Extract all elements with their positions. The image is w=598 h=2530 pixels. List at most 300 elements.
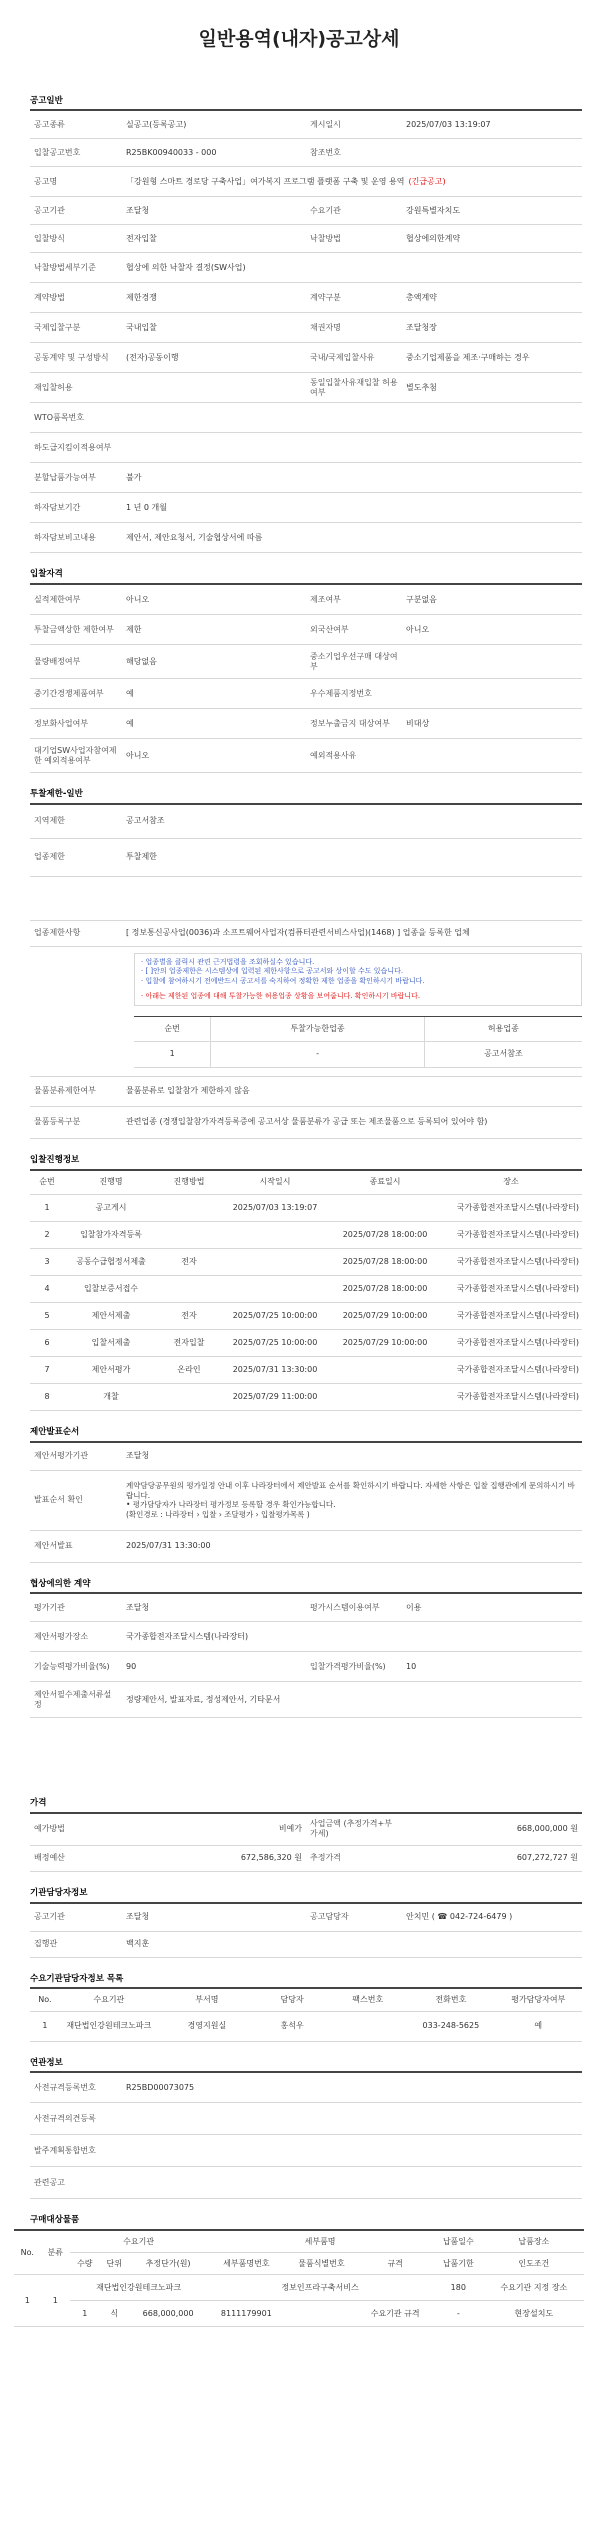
field-label: 제안서필수제출서류설정 <box>34 1689 112 1709</box>
table-cell: 6 <box>30 1330 64 1357</box>
table-header-row <box>30 1171 582 1195</box>
field-value: 조달청 <box>126 1912 150 1921</box>
table-row <box>14 2275 584 2301</box>
section-heading-price: 가격 <box>30 1798 47 1809</box>
field-value: 별도추첨 <box>406 382 437 392</box>
table-cell: 1 <box>14 2275 41 2327</box>
column-header: 수요기관 <box>70 2231 207 2253</box>
table-cell: 3 <box>30 1249 64 1276</box>
field-value: 중소기업제품을 제조·구매하는 경우 <box>406 352 530 362</box>
field-label: 평가시스템이용여부 <box>310 1602 380 1612</box>
field-value: 투찰제한 <box>126 852 157 862</box>
table-cell: 제안서제출 <box>64 1303 158 1330</box>
info-row <box>30 403 582 433</box>
section-heading-presentation: 제안발표순서 <box>30 1427 80 1437</box>
column-header: 납품장소 <box>484 2231 584 2253</box>
info-row <box>30 225 582 253</box>
field-value: 불가 <box>126 472 142 482</box>
info-row <box>30 139 582 167</box>
allowed-industry-table <box>134 1016 582 1068</box>
field-label: 공고명 <box>34 176 58 186</box>
field-label: 추정가격 <box>310 1853 341 1863</box>
field-label: 외국산여부 <box>310 624 349 634</box>
field-value: R25BK00940033 - 000 <box>126 147 217 157</box>
field-label: 사전규격의견등록 <box>34 2113 96 2123</box>
table-cell: 수요기관 지정 장소 <box>484 2275 584 2301</box>
info-row <box>30 1814 582 1846</box>
info-row <box>30 1932 582 1958</box>
table-cell: 1 <box>134 1041 211 1067</box>
info-row <box>30 585 582 615</box>
field-value: 예 <box>126 718 134 728</box>
table-cell: 1 <box>30 1195 64 1222</box>
table-cell: 033-248-5625 <box>407 2011 494 2041</box>
info-row <box>30 433 582 463</box>
notice-line: · [ ]안의 업종제한은 시스템상에 입력된 제한사항으로 공고서와 상이할 수도 있습니다. <box>141 967 404 976</box>
table-cell: - <box>433 2301 484 2327</box>
industry-notice <box>134 953 582 1007</box>
field-value: 안치민 ( ☎ 042-724-6479 ) <box>406 1912 513 1921</box>
info-row <box>30 679 582 709</box>
related-info-grid <box>30 2071 582 2199</box>
field-value: 1 년 0 개월 <box>126 502 167 512</box>
table-cell <box>220 1222 330 1249</box>
info-row <box>30 615 582 645</box>
field-value <box>402 660 582 664</box>
field-label: 낙찰방법 <box>310 233 341 243</box>
column-header: 수량 <box>70 2253 100 2275</box>
field-value: 조달청장 <box>406 322 437 332</box>
info-row <box>30 1107 582 1139</box>
field-label: 발표순서 확인 <box>34 1495 83 1505</box>
info-row <box>30 1846 582 1872</box>
table-cell <box>330 1195 440 1222</box>
info-row <box>30 463 582 493</box>
table-row <box>134 1041 582 1067</box>
column-header: 추정단가(원) <box>129 2253 207 2275</box>
restriction-grid <box>30 803 582 1139</box>
field-label: 공동계약 및 구성방식 <box>34 352 109 362</box>
table-row <box>14 2301 584 2327</box>
table-cell: 제안서평가 <box>64 1357 158 1384</box>
field-label: 중소기업우선구매 대상여부 <box>310 651 398 671</box>
field-value: 90 <box>126 1661 137 1671</box>
info-row <box>30 111 582 139</box>
field-value: 국가종합전자조달시스템(나라장터) <box>126 1631 249 1641</box>
field-label: 기술능력평가비율(%) <box>34 1661 110 1671</box>
table-cell <box>158 1276 220 1303</box>
column-header: 진행명 <box>64 1171 158 1195</box>
info-row <box>30 739 582 773</box>
column-header: 투찰가능한업종 <box>211 1017 425 1041</box>
info-row <box>30 283 582 313</box>
table-row <box>30 1249 582 1276</box>
table-row <box>30 2011 582 2041</box>
industry-restriction-value: [ 정보통신공사업(0036)과 소프트웨어사업자(컴퓨터관련서비스사업)(1468) ] 업종을 등록한 업체 <box>126 928 470 938</box>
info-row <box>30 1077 582 1107</box>
table-cell <box>158 1222 220 1249</box>
table-cell: 온라인 <box>158 1357 220 1384</box>
table-cell: 7 <box>30 1357 64 1384</box>
table-cell: 2025/07/03 13:19:07 <box>220 1195 330 1222</box>
page-title: 일반용역(내자)공고상세 <box>198 28 400 50</box>
notice-line: · 업종별을 클릭시 관련 근거법령을 조회하실수 있습니다. <box>141 957 315 966</box>
field-value: 전자입찰 <box>126 233 157 243</box>
info-row <box>30 313 582 343</box>
table-cell: 입찰참가자격등록 <box>64 1222 158 1249</box>
section-heading-items: 구매대상물품 <box>30 2215 80 2226</box>
table-cell: 전자 <box>158 1249 220 1276</box>
field-label: 사전규격등록번호 <box>34 2082 96 2092</box>
field-label: 제조여부 <box>310 594 341 604</box>
column-header: 세부품명번호 <box>207 2253 285 2275</box>
field-label: 정보누출금지 대상여부 <box>310 718 390 728</box>
table-cell: 개찰 <box>64 1384 158 1411</box>
table-cell: 예 <box>495 2011 582 2041</box>
section-heading-restriction: 투찰제한-일반 <box>30 789 83 799</box>
field-label: 정보화사업여부 <box>34 718 89 728</box>
column-header: 팩스번호 <box>328 1989 407 2011</box>
field-value: 국내입찰 <box>126 322 157 332</box>
section-heading-demand-contact: 수요기관담당자정보 목록 <box>30 1973 124 1984</box>
field-value: 관련업종 (경쟁입찰참가자격등록증에 공고서상 물품분류가 공급 또는 제조물품으로 등록되어 있어야 함) <box>126 1117 488 1127</box>
field-value: 해당없음 <box>126 656 157 666</box>
table-row <box>30 1276 582 1303</box>
table-cell: 국가종합전자조달시스템(나라장터) <box>440 1222 582 1249</box>
table-cell: 1 <box>70 2301 100 2327</box>
table-cell: 1 <box>41 2275 71 2327</box>
field-label: 사업금액 (추정가격+부가세) <box>310 1819 392 1839</box>
demand-contact-table <box>30 1987 582 2042</box>
field-label: 국제입찰구분 <box>34 322 81 332</box>
section-heading-related: 연관정보 <box>30 2057 63 2068</box>
table-cell: 재단법인강원테크노파크 <box>70 2275 207 2301</box>
urgent-notice-badge: (긴급공고) <box>408 176 446 186</box>
info-row <box>30 805 582 839</box>
field-label: 공고종류 <box>34 119 65 129</box>
table-row <box>30 1357 582 1384</box>
info-row <box>30 1904 582 1932</box>
table-cell: 668,000,000 <box>129 2301 207 2327</box>
info-row <box>30 2103 582 2135</box>
table-cell <box>158 1195 220 1222</box>
field-label: 발주계획통합번호 <box>34 2145 96 2155</box>
table-cell: 전자입찰 <box>158 1330 220 1357</box>
field-label: 국내/국제입찰사유 <box>310 352 375 362</box>
notice-line: · 아래는 제한된 업종에 대해 투찰가능한 허용업종 상황을 보여줍니다. 확인하시기 바랍니다. <box>141 991 421 1000</box>
table-cell: 2025/07/28 18:00:00 <box>330 1222 440 1249</box>
table-cell: 2 <box>30 1222 64 1249</box>
field-value <box>122 2181 582 2185</box>
column-header: 담당자 <box>256 1989 328 2011</box>
table-row <box>30 1195 582 1222</box>
field-label: 물량배정여부 <box>34 656 81 666</box>
field-label: 제안서평가기관 <box>34 1451 89 1461</box>
section-heading-qualification: 입찰자격 <box>30 569 63 580</box>
column-header: 종료일시 <box>330 1171 440 1195</box>
info-row <box>30 1682 582 1718</box>
field-value: 조달청 <box>126 1602 150 1612</box>
field-label: 수요기관 <box>310 205 341 215</box>
column-header: 순번 <box>30 1171 64 1195</box>
table-cell: 180 <box>433 2275 484 2301</box>
table-cell <box>330 1357 440 1384</box>
field-label: WTO품목번호 <box>34 412 85 422</box>
agency-contact-grid <box>30 1902 582 1958</box>
field-label: 물품분류제한여부 <box>34 1086 96 1096</box>
info-row <box>30 1652 582 1682</box>
column-header: 납품일수 <box>433 2231 484 2253</box>
table-row <box>30 1330 582 1357</box>
table-cell <box>220 1249 330 1276</box>
table-cell: 5 <box>30 1303 64 1330</box>
column-header: 단위 <box>100 2253 130 2275</box>
field-value: 협상에 의한 낙찰자 결정(SW사업) <box>126 262 246 272</box>
field-value <box>122 2149 582 2153</box>
field-label: 입찰가격평가비율(%) <box>310 1661 386 1671</box>
section-heading-progress: 입찰진행정보 <box>30 1154 80 1165</box>
table-cell: 식 <box>100 2301 130 2327</box>
info-row <box>30 343 582 373</box>
field-label: 지역제한 <box>34 816 65 826</box>
field-value: 비예가 <box>278 1824 302 1834</box>
field-label: 평가기관 <box>34 1602 65 1612</box>
field-label: 공고담당자 <box>310 1912 349 1921</box>
items-table <box>14 2229 584 2328</box>
table-cell: 8111179901 <box>207 2301 285 2327</box>
table-cell: 공동수급협정서제출 <box>64 1249 158 1276</box>
field-label: 낙찰방법세부기준 <box>34 262 96 272</box>
section-heading-agency-contact: 기관담당자정보 <box>30 1887 88 1898</box>
table-header-row <box>14 2231 584 2253</box>
column-header: 시작일시 <box>220 1171 330 1195</box>
field-value: 제한경쟁 <box>126 292 157 302</box>
field-value: 607,272,727 원 <box>516 1853 578 1863</box>
field-value: 10 <box>406 1661 417 1671</box>
field-value: 비대상 <box>406 718 430 728</box>
column-header: 평가담당자여부 <box>495 1989 582 2011</box>
field-value: 실공고(등록공고) <box>126 119 187 129</box>
field-label: 게시일시 <box>310 119 341 129</box>
field-label: 하자담보기간 <box>34 502 81 512</box>
table-cell: 국가종합전자조달시스템(나라장터) <box>440 1249 582 1276</box>
field-label: 분할납품가능여부 <box>34 472 96 482</box>
table-row <box>30 1384 582 1411</box>
field-value: 예 <box>126 688 134 698</box>
field-value: 이용 <box>406 1602 422 1612</box>
field-label: 물품등록구분 <box>34 1117 81 1127</box>
column-header: No. <box>30 1989 60 2011</box>
field-value: 672,586,320 원 <box>240 1853 302 1863</box>
info-row <box>30 2135 582 2167</box>
table-cell: 2025/07/31 13:30:00 <box>220 1357 330 1384</box>
field-value <box>122 446 582 450</box>
field-value: 「강원형 스마트 경로당 구축사업」여가복지 프로그램 플랫폼 구축 및 운영 용역 (긴급공고) <box>126 176 446 186</box>
field-label: 대기업SW사업자참여제한 예외적용여부 <box>34 745 117 765</box>
field-value: 공고서참조 <box>126 816 165 826</box>
column-header: 진행방법 <box>158 1171 220 1195</box>
field-label: 배정예산 <box>34 1853 65 1863</box>
field-value: (전자)공동이행 <box>126 352 179 362</box>
field-value <box>402 692 582 696</box>
table-cell: 국가종합전자조달시스템(나라장터) <box>440 1384 582 1411</box>
table-cell <box>158 1384 220 1411</box>
info-row <box>30 253 582 283</box>
negotiation-grid <box>30 1592 582 1718</box>
info-row <box>30 523 582 553</box>
table-cell: 2025/07/29 10:00:00 <box>330 1303 440 1330</box>
field-label: 참조번호 <box>310 147 341 157</box>
table-cell: 2025/07/29 11:00:00 <box>220 1384 330 1411</box>
info-row <box>30 2073 582 2103</box>
field-label: 재입찰허용 <box>34 382 73 392</box>
field-label: 중기간경쟁제품여부 <box>34 688 104 698</box>
table-header-row <box>134 1017 582 1041</box>
info-row <box>30 709 582 739</box>
field-value: 제한 <box>126 624 142 634</box>
field-label: 공고기관 <box>34 205 65 215</box>
field-value: 아니오 <box>126 750 150 760</box>
table-cell: 국가종합전자조달시스템(나라장터) <box>440 1330 582 1357</box>
field-value: 조달청 <box>126 205 150 215</box>
section-heading-negotiation: 협상에의한 계약 <box>30 1578 91 1589</box>
field-label: 제안서발표 <box>34 1541 73 1551</box>
field-label: 채권자명 <box>310 322 341 332</box>
field-value: 668,000,000 원 <box>516 1824 578 1834</box>
info-row <box>30 645 582 679</box>
table-cell: 1 <box>30 2011 60 2041</box>
column-header: 인도조건 <box>484 2253 584 2275</box>
table-cell: 국가종합전자조달시스템(나라장터) <box>440 1357 582 1384</box>
field-value: 아니오 <box>126 594 150 604</box>
info-row <box>30 1443 582 1471</box>
industry-restriction-label: 업종제한사항 <box>34 928 81 938</box>
field-value: 제안서, 제안요청서, 기술협상서에 따름 <box>126 532 263 542</box>
info-row <box>30 197 582 225</box>
info-row <box>30 1471 582 1531</box>
field-label: 제안서평가장소 <box>34 1631 89 1641</box>
field-value: 아니오 <box>406 624 430 634</box>
price-grid <box>30 1812 582 1872</box>
qualification-grid <box>30 583 582 773</box>
table-cell: 국가종합전자조달시스템(나라장터) <box>440 1195 582 1222</box>
table-cell: 재단법인강원테크노파크 <box>60 2011 158 2041</box>
table-cell: 2025/07/28 18:00:00 <box>330 1276 440 1303</box>
info-row <box>30 2167 582 2199</box>
table-cell: 공고게시 <box>64 1195 158 1222</box>
field-value: 정량제안서, 발표자료, 정성제안서, 기타문서 <box>126 1694 281 1704</box>
field-label: 하자담보비고내용 <box>34 532 96 542</box>
field-value <box>122 386 306 390</box>
field-label: 예가방법 <box>34 1824 65 1834</box>
table-cell: 2025/07/29 10:00:00 <box>330 1330 440 1357</box>
column-header: 허용업종 <box>424 1017 582 1041</box>
table-cell: 전자 <box>158 1303 220 1330</box>
field-label: 집행관 <box>34 1939 58 1948</box>
field-label: 투찰금액상한 제한여부 <box>34 624 114 634</box>
progress-table <box>30 1169 582 1412</box>
column-header: 전화번호 <box>407 1989 494 2011</box>
field-value <box>122 416 582 420</box>
table-cell: 홍석우 <box>256 2011 328 2041</box>
field-label: 관련공고 <box>34 2177 65 2187</box>
field-label: 하도급지킴이적용여부 <box>34 442 112 452</box>
info-row <box>30 839 582 877</box>
table-cell: 현장설치도 <box>484 2301 584 2327</box>
field-value: 2025/07/31 13:30:00 <box>126 1541 211 1551</box>
table-cell <box>285 2301 357 2327</box>
table-cell: 2025/07/25 10:00:00 <box>220 1330 330 1357</box>
column-header: No. <box>14 2231 41 2275</box>
field-label: 계약구분 <box>310 292 341 302</box>
table-cell <box>328 2011 407 2041</box>
info-row <box>30 1531 582 1563</box>
presentation-grid <box>30 1441 582 1563</box>
table-cell: 경영지원실 <box>158 2011 256 2041</box>
field-value: 협상에의한계약 <box>406 233 461 243</box>
table-cell: 2025/07/25 10:00:00 <box>220 1303 330 1330</box>
table-header-row <box>14 2253 584 2275</box>
table-cell: 4 <box>30 1276 64 1303</box>
field-label: 동일입찰사유재입찰 허용여부 <box>310 377 398 397</box>
table-cell <box>220 1276 330 1303</box>
column-header: 물품식별번호 <box>285 2253 357 2275</box>
field-value: 계약담당공무원의 평가일정 안내 이후 나라장터에서 제안발표 순서를 확인하시기 바랍니다. 자세한 사항은 입찰 집행관에게 문의하시기 바랍니다. • 평가담당자가 나라장터 평가정보 등록할 경우 확인가능합니다. (확인경로 : 나라장터 › 입찰 › 조달평가 › 입찰평가목록 ) <box>126 1481 575 1519</box>
table-cell: 공고서참조 <box>424 1041 582 1067</box>
field-label: 입찰방식 <box>34 233 65 243</box>
table-cell: 수요기관 규격 <box>357 2301 432 2327</box>
column-header: 분류 <box>41 2231 71 2275</box>
field-value: 강원특별자치도 <box>406 205 461 215</box>
info-row <box>30 1622 582 1652</box>
field-label: 계약방법 <box>34 292 65 302</box>
table-row <box>30 1303 582 1330</box>
field-value <box>402 754 582 758</box>
field-value: 물품분류로 입찰참가 제한하지 않음 <box>126 1086 250 1096</box>
field-value <box>402 151 582 155</box>
field-label: 우수제품지정번호 <box>310 688 372 698</box>
field-value: 총액계약 <box>406 292 437 302</box>
table-cell: 8 <box>30 1384 64 1411</box>
info-row <box>30 167 582 197</box>
column-header: 납품기한 <box>433 2253 484 2275</box>
field-label: 공고기관 <box>34 1912 65 1921</box>
field-value: R25BD00073075 <box>126 2082 195 2092</box>
table-cell: 정보인프라구축서비스 <box>207 2275 433 2301</box>
table-cell <box>330 1384 440 1411</box>
column-header: 부서명 <box>158 1989 256 2011</box>
table-cell: 2025/07/28 18:00:00 <box>330 1249 440 1276</box>
column-header: 수요기관 <box>60 1989 158 2011</box>
industry-restriction-row <box>30 921 582 947</box>
table-cell: - <box>211 1041 425 1067</box>
field-value: 조달청 <box>126 1451 150 1461</box>
column-header: 세부품명 <box>207 2231 433 2253</box>
column-header: 규격 <box>357 2253 432 2275</box>
field-value: 백지훈 <box>126 1939 150 1948</box>
column-header: 장소 <box>440 1171 582 1195</box>
info-row <box>30 1594 582 1622</box>
field-label: 입찰공고번호 <box>34 147 81 157</box>
field-value: 2025/07/03 13:19:07 <box>406 119 491 129</box>
field-label: 업종제한 <box>34 852 65 862</box>
table-cell: 입찰서제출 <box>64 1330 158 1357</box>
general-info-grid <box>30 109 582 553</box>
info-row <box>30 493 582 523</box>
table-cell: 입찰보증서접수 <box>64 1276 158 1303</box>
table-cell: 국가종합전자조달시스템(나라장터) <box>440 1303 582 1330</box>
field-label: 예외적용사유 <box>310 750 357 760</box>
